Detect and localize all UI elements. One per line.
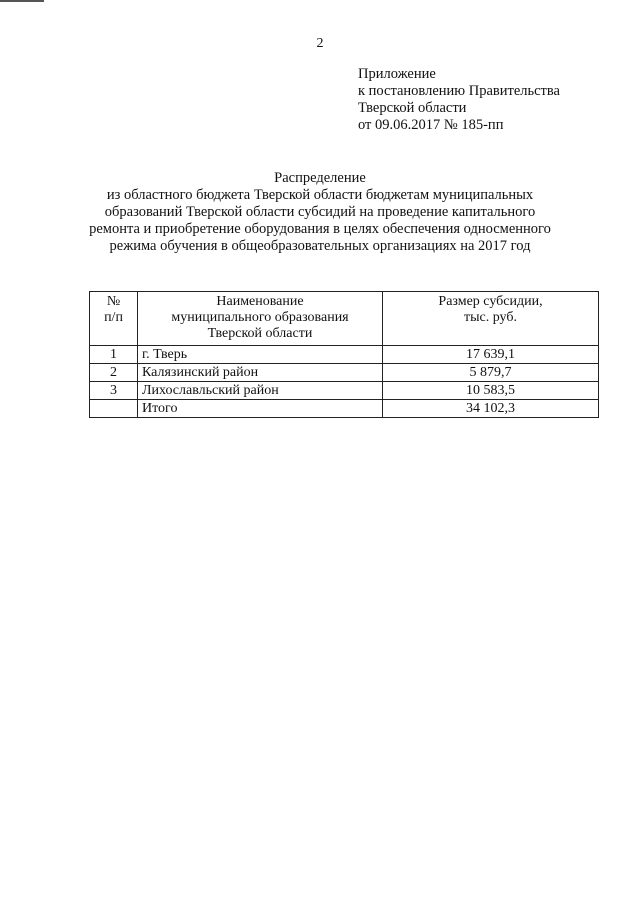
header-municipality-line: Тверской области xyxy=(207,326,313,341)
header-number-line: № xyxy=(106,294,121,309)
appendix-line: Тверской области xyxy=(358,100,467,116)
table-header-row xyxy=(90,292,599,346)
header-number xyxy=(90,292,138,346)
title-heading: Распределение xyxy=(274,170,366,186)
appendix-block xyxy=(358,66,560,134)
title-subtitle xyxy=(0,187,640,255)
header-number-line: п/п xyxy=(104,310,123,325)
title-line: образований Тверской области субсидий на проведение капитального xyxy=(104,204,536,220)
title-line: из областного бюджета Тверской области бюджетам муниципальных xyxy=(106,187,534,203)
header-amount xyxy=(383,292,599,346)
appendix-line: от 09.06.2017 № 185-пп xyxy=(358,117,504,133)
table-row xyxy=(90,346,599,364)
appendix-line: Приложение xyxy=(358,66,436,82)
total-label: Итого xyxy=(138,400,383,418)
row-number: 2 xyxy=(90,364,138,382)
total-number xyxy=(90,400,138,418)
row-number: 1 xyxy=(90,346,138,364)
row-amount: 10 583,5 xyxy=(383,382,599,400)
table-row xyxy=(90,382,599,400)
page-number: 2 xyxy=(316,36,324,51)
table-total-row xyxy=(90,400,599,418)
row-municipality: Калязинский район xyxy=(138,364,383,382)
row-municipality: Лихославльский район xyxy=(138,382,383,400)
document-title xyxy=(0,170,640,255)
title-line: режима обучения в общеобразовательных организациях на 2017 год xyxy=(109,238,531,254)
row-amount: 5 879,7 xyxy=(383,364,599,382)
appendix-line: к постановлению Правительства xyxy=(358,83,560,99)
header-municipality xyxy=(138,292,383,346)
header-amount-line: тыс. руб. xyxy=(464,310,517,325)
row-amount: 17 639,1 xyxy=(383,346,599,364)
row-number: 3 xyxy=(90,382,138,400)
table-row xyxy=(90,364,599,382)
header-municipality-line: муниципального образования xyxy=(171,310,349,325)
title-line: ремонта и приобретение оборудования в целях обеспечения односменного xyxy=(89,221,551,237)
header-municipality-line: Наименование xyxy=(216,294,304,309)
row-municipality: г. Тверь xyxy=(138,346,383,364)
subsidy-table xyxy=(89,291,599,418)
total-amount: 34 102,3 xyxy=(383,400,599,418)
header-amount-line: Размер субсидии, xyxy=(438,294,543,309)
scan-edge-mark xyxy=(0,0,44,2)
